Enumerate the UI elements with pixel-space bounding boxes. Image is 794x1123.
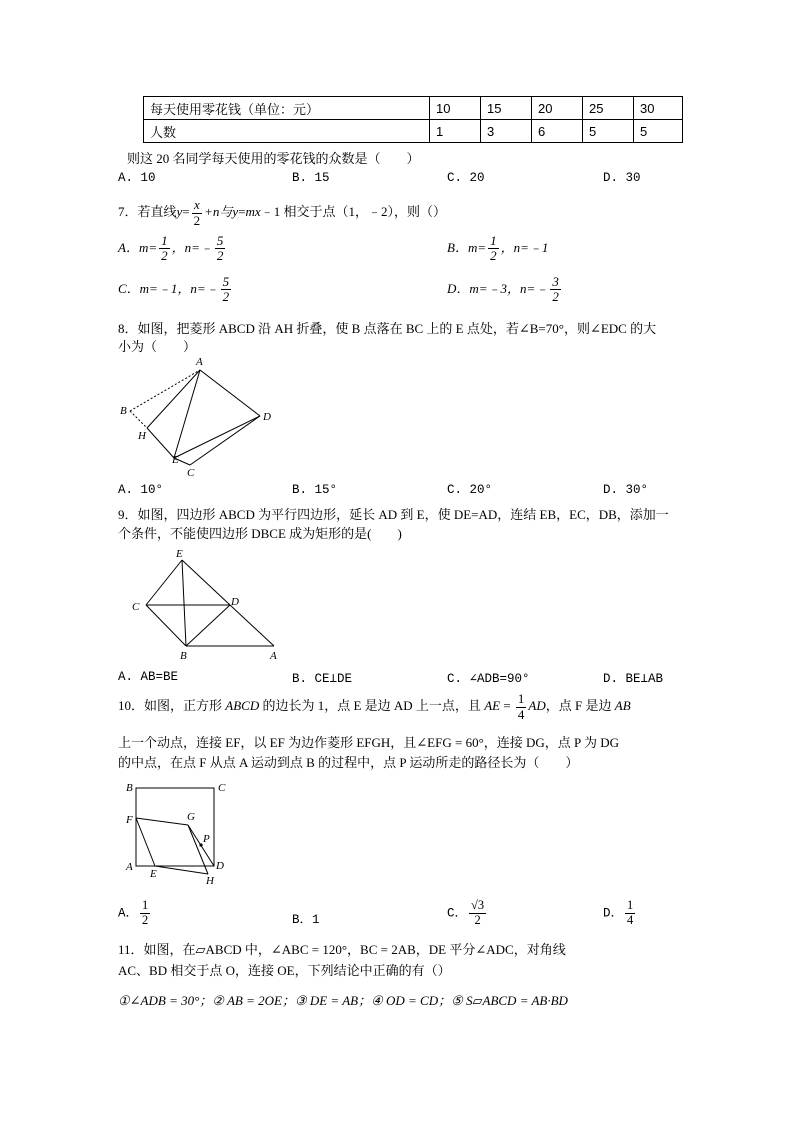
q7-option-d: D．m=﹣3，n=﹣ $\frac{3}{2}$ [447, 274, 559, 305]
table-cell: 25 [583, 97, 634, 120]
label-d: D [216, 860, 224, 872]
q6-option-c: C. 20 [447, 171, 485, 185]
q8-option-c: C. 20° [447, 483, 493, 497]
label-d: D [263, 411, 271, 423]
label-p: P [203, 833, 210, 845]
q9-parallelogram-figure [128, 545, 288, 663]
label-c: C [218, 782, 226, 794]
q6-stem: 则这 20 名同学每天使用的零花钱的众数是（ ） [127, 151, 420, 166]
table-row [144, 97, 683, 120]
q8-option-d: D. 30° [603, 483, 649, 497]
q7-stem: 7．若直线y= $\frac{x}{2}$ +n与y=mx﹣1 相交于点（1，﹣2），则（） [118, 197, 446, 228]
q9-option-b: B. CE⊥DE [292, 672, 353, 686]
q11-line1: 11．如图，在▱ABCD 中，∠ABC = 120°，BC = 2AB，DE 平分∠ADC，对角线 [118, 942, 566, 957]
label-a: A [126, 861, 133, 873]
q6-option-d: D. 30 [603, 171, 641, 185]
table-cell: 人数 [144, 120, 430, 143]
q9-line2: 个条件，不能使四边形 DBCE 成为矩形的是( ) [118, 526, 402, 541]
label-h: H [138, 430, 146, 442]
label-a: A [270, 650, 277, 662]
q10-line2: 上一个动点，连接 EF，以 EF 为边作菱形 EFGH，且∠EFG = 60°，连接 DG，点 P 为 DG [118, 735, 620, 750]
q9-option-a: A. AB=BE [118, 670, 179, 684]
table-cell: 10 [430, 97, 481, 120]
table-cell: 6 [532, 120, 583, 143]
q7-option-b: B．m= $\frac{1}{2}$ ，n=﹣1 [447, 233, 549, 264]
label-b: B [126, 782, 133, 794]
table-cell: 5 [583, 120, 634, 143]
q10-option-a: A． $\frac{1}{2}$ [118, 898, 149, 927]
table-cell: 1 [430, 120, 481, 143]
table-cell: 每天使用零花钱（单位：元） [144, 97, 430, 120]
money-table [143, 96, 683, 143]
label-e: E [172, 454, 179, 466]
fraction: $\frac{x}{2}$ [193, 197, 201, 228]
q8-rhombus-figure [112, 350, 282, 480]
label-f: F [126, 814, 133, 826]
q11-line3: ①∠ADB = 30°；② AB = 2OE；③ DE = AB；④ OD = CD；⑤ S▱ABCD = AB·BD [118, 993, 568, 1008]
table-cell: 20 [532, 97, 583, 120]
q6-option-b: B. 15 [292, 171, 330, 185]
label-h: H [206, 875, 214, 887]
q10-line3: 的中点，在点 F 从点 A 运动到点 B 的过程中，点 P 运动所走的路径长为（ ） [118, 755, 579, 770]
q7-option-a: A．m= $\frac{1}{2}$ ，n=﹣ $\frac{5}{2}$ [118, 233, 224, 264]
table-row [144, 120, 683, 143]
table-cell: 15 [481, 97, 532, 120]
q8-line2: 小为（ ） [118, 339, 197, 354]
q8-option-a: A. 10° [118, 483, 164, 497]
table-cell: 5 [634, 120, 683, 143]
label-d: D [231, 596, 239, 608]
q10-square-figure [120, 778, 235, 888]
label-e: E [150, 868, 157, 880]
label-g: G [187, 811, 195, 823]
q7-option-c: C．m=﹣1，n=﹣ $\frac{5}{2}$ [118, 274, 230, 305]
label-c: C [187, 467, 195, 479]
table-cell: 3 [481, 120, 532, 143]
q8-line1: 8．如图，把菱形 ABCD 沿 AH 折叠，使 B 点落在 BC 上的 E 点处，若∠B=70°，则∠EDC 的大 [118, 321, 657, 336]
q11-line2: AC、BD 相交于点 O，连接 OE，下列结论中正确的有（） [118, 963, 451, 978]
q10-option-b: B．1 [292, 913, 320, 927]
q6-option-a: A. 10 [118, 171, 156, 185]
label-c: C [132, 601, 140, 613]
q9-option-c: C. ∠ADB=90° [447, 672, 530, 686]
label-e: E [176, 548, 183, 560]
q10-option-c: C． $\frac{√3}{2}$ [447, 898, 485, 927]
label-a: A [196, 356, 203, 368]
q8-option-b: B. 15° [292, 483, 338, 497]
q9-option-d: D. BE⊥AB [603, 672, 664, 686]
label-b: B [120, 405, 127, 417]
q10-line1: 10．如图，正方形 ABCD 的边长为 1，点 E 是边 AD 上一点，且 AE = $\frac{1}{4}$ AD，点 F 是边 AB [118, 691, 631, 722]
table-cell: 30 [634, 97, 683, 120]
label-b: B [180, 650, 187, 662]
q10-option-d: D． $\frac{1}{4}$ [603, 898, 634, 927]
q9-line1: 9．如图，四边形 ABCD 为平行四边形，延长 AD 到 E，使 DE=AD，连结 EB，EC，DB，添加一 [118, 507, 669, 522]
